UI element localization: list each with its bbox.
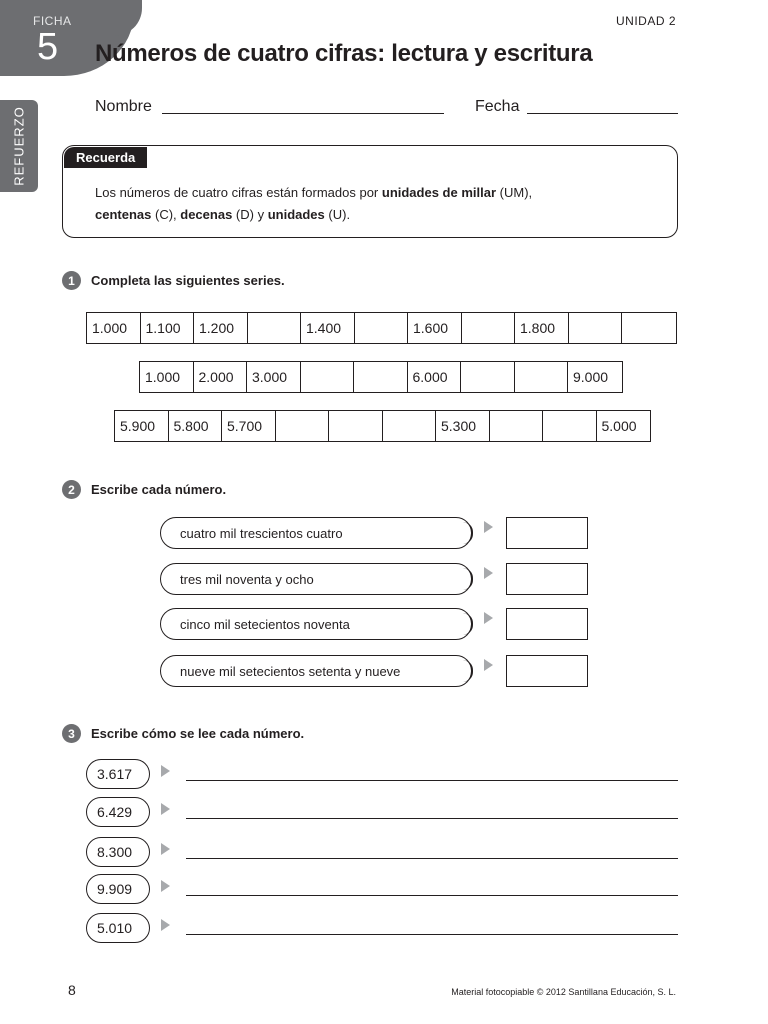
arrow-icon	[484, 567, 493, 579]
answer-line[interactable]	[186, 934, 678, 935]
exercise-1-number: 1	[62, 271, 81, 290]
arrow-icon	[161, 919, 170, 931]
arrow-icon	[161, 765, 170, 777]
series-cell: 3.000	[247, 362, 301, 392]
series-cell: 1.000	[87, 313, 141, 343]
series-blank-cell[interactable]	[383, 411, 437, 441]
series-blank-cell[interactable]	[248, 313, 302, 343]
series-blank-cell[interactable]	[622, 313, 676, 343]
series-blank-cell[interactable]	[276, 411, 330, 441]
answer-box[interactable]	[506, 563, 588, 595]
series-blank-cell[interactable]	[543, 411, 597, 441]
series-cell: 1.000	[140, 362, 194, 392]
arrow-icon	[161, 803, 170, 815]
arrow-icon	[484, 659, 493, 671]
series-cell: 2.000	[194, 362, 248, 392]
series-cell: 5.300	[436, 411, 490, 441]
recuerda-box	[62, 145, 678, 238]
recuerda-text-part: Los números de cuatro cifras están formados por	[95, 185, 382, 200]
recuerda-text-part: (D) y	[232, 207, 268, 222]
copyright: Material fotocopiable © 2012 Santillana Educación, S. L.	[451, 987, 676, 997]
series-cell: 5.000	[601, 418, 637, 434]
recuerda-term: centenas	[95, 207, 152, 222]
page-number: 8	[68, 982, 76, 998]
series-cell: 6.000	[408, 362, 462, 392]
exercise-1-heading	[62, 271, 285, 290]
exercise-3-number: 3	[62, 724, 81, 743]
ficha-label: FICHA	[33, 14, 72, 28]
series-blank-cell[interactable]	[490, 411, 544, 441]
number-in-words: cuatro mil trescientos cuatro	[160, 517, 472, 549]
series-blank-cell[interactable]	[461, 362, 515, 392]
series-row-3	[114, 410, 651, 442]
exercise-2-instruction: Escribe cada número.	[91, 482, 227, 497]
answer-box[interactable]	[506, 608, 588, 640]
exercise-2-number: 2	[62, 480, 81, 499]
arrow-icon	[161, 843, 170, 855]
page-title: Números de cuatro cifras: lectura y escritura	[95, 40, 593, 67]
number-in-words: cinco mil setecientos noventa	[160, 608, 472, 640]
exercise-2-heading	[62, 480, 226, 499]
series-blank-cell[interactable]	[329, 411, 383, 441]
recuerda-text	[95, 182, 655, 226]
arrow-icon	[161, 880, 170, 892]
number-value: 3.617	[86, 759, 150, 789]
number-in-words: tres mil noventa y ocho	[160, 563, 472, 595]
ficha-number: 5	[37, 26, 59, 68]
number-value: 8.300	[86, 837, 150, 867]
side-tab-label: REFUERZO	[11, 106, 27, 186]
series-cell: 1.600	[408, 313, 462, 343]
recuerda-text-part: (C),	[151, 207, 181, 222]
date-field[interactable]	[527, 113, 678, 114]
arrow-icon	[484, 612, 493, 624]
series-cell: 1.100	[141, 313, 195, 343]
date-label: Fecha	[475, 98, 520, 115]
unit-label: UNIDAD 2	[615, 14, 676, 28]
series-cell: 9.000	[573, 369, 609, 385]
answer-line[interactable]	[186, 818, 678, 819]
answer-box[interactable]	[506, 655, 588, 687]
answer-line[interactable]	[186, 858, 678, 859]
series-cell: 1.200	[194, 313, 248, 343]
series-blank-cell[interactable]	[515, 362, 569, 392]
name-label: Nombre	[95, 98, 152, 115]
series-cell: 5.900	[115, 411, 169, 441]
number-value: 5.010	[86, 913, 150, 943]
series-row-1	[86, 312, 677, 344]
recuerda-tag: Recuerda	[64, 147, 147, 168]
exercise-3-instruction: Escribe cómo se lee cada número.	[91, 726, 305, 741]
recuerda-term: unidades de millar	[381, 185, 497, 200]
series-blank-cell[interactable]	[462, 313, 516, 343]
recuerda-term: decenas	[180, 207, 233, 222]
series-blank-cell[interactable]	[569, 313, 623, 343]
number-value: 6.429	[86, 797, 150, 827]
name-field[interactable]	[162, 113, 444, 114]
series-cell: 5.700	[222, 411, 276, 441]
series-cell: 1.800	[515, 313, 569, 343]
series-row-2	[139, 361, 623, 393]
series-blank-cell[interactable]	[354, 362, 408, 392]
series-cell: 1.400	[301, 313, 355, 343]
series-blank-cell[interactable]	[355, 313, 409, 343]
series-cell: 5.800	[169, 411, 223, 441]
answer-box[interactable]	[506, 517, 588, 549]
exercise-3-heading	[62, 724, 304, 743]
answer-line[interactable]	[186, 895, 678, 896]
exercise-1-instruction: Completa las siguientes series.	[91, 273, 285, 288]
recuerda-text-part: (U).	[324, 207, 351, 222]
answer-line[interactable]	[186, 780, 678, 781]
recuerda-text-part: (UM),	[496, 185, 533, 200]
arrow-icon	[484, 521, 493, 533]
number-in-words: nueve mil setecientos setenta y nueve	[160, 655, 472, 687]
number-value: 9.909	[86, 874, 150, 904]
series-blank-cell[interactable]	[301, 362, 355, 392]
recuerda-term: unidades	[267, 207, 325, 222]
side-tab	[0, 100, 38, 192]
